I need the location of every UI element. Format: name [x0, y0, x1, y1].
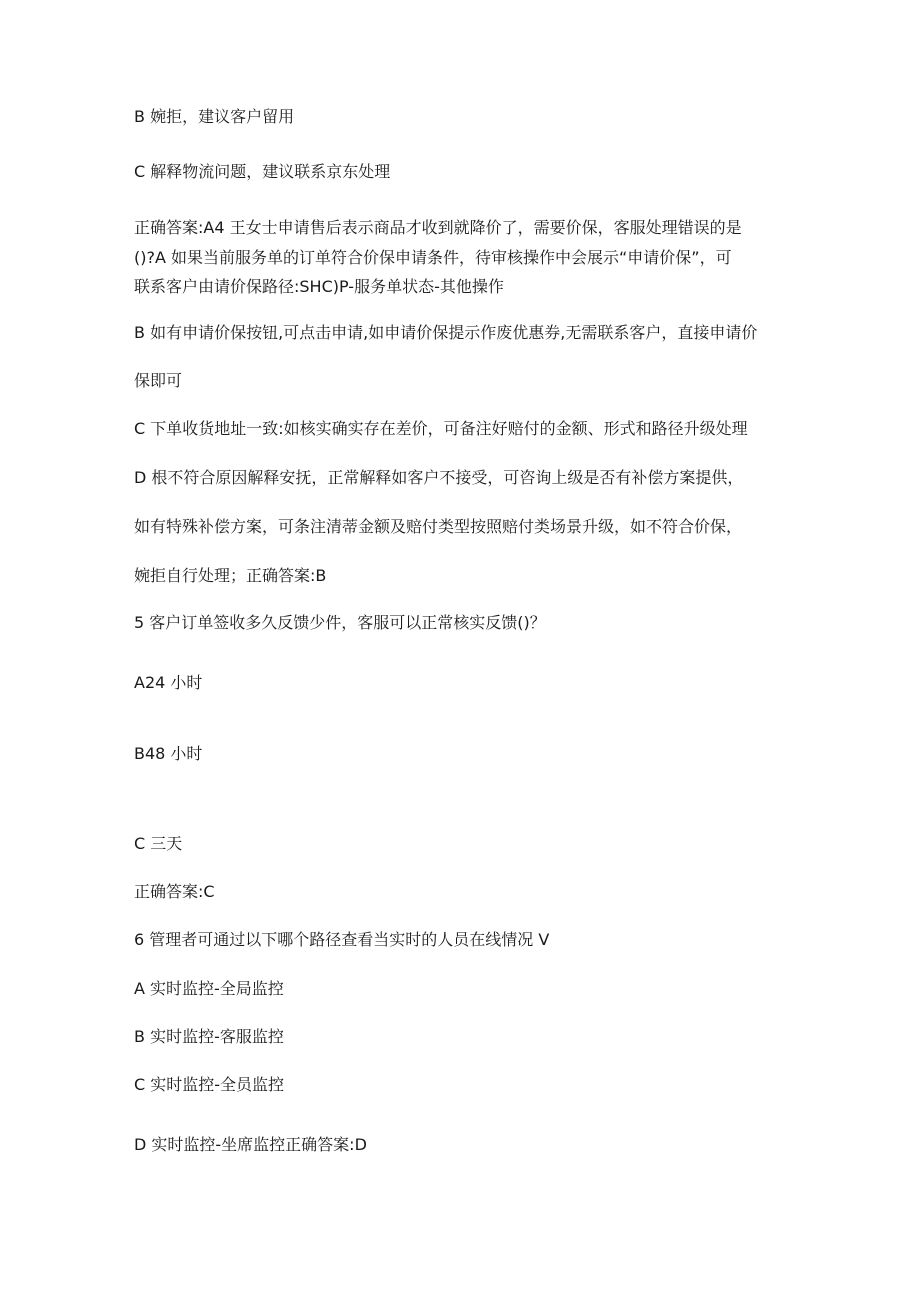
question-4-option-b-line-2: 保即可: [134, 371, 183, 390]
option-c-line: C 解释物流问题，建议联系京东处理: [134, 162, 391, 181]
question-5-answer: 正确答案:C: [134, 882, 215, 901]
question-5: 5 客户订单签收多久反馈少件，客服可以正常核实反馈()？: [134, 613, 546, 632]
question-5-option-a: A24 小时: [134, 673, 203, 692]
question-4-option-d-line-1: D 根不符合原因解释安抚，正常解释如客户不接受，可咨询上级是否有补偿方案提供，: [134, 468, 744, 487]
question-6-option-d-answer: D 实时监控-坐席监控正确答案:D: [134, 1135, 367, 1154]
question-4-option-b-line-1: B 如有申请价保按钮,可点击申请,如申请价保提示作废优惠券,无需联系客户，直接申请价: [134, 323, 758, 342]
question-5-option-c: C 三天: [134, 834, 183, 853]
question-6-option-a: A 实时监控-全局监控: [134, 979, 284, 998]
question-6: 6 管理者可通过以下哪个路径查看当实时的人员在线情况 V: [134, 930, 550, 949]
question-4-line-1: 正确答案:A4 王女士申请售后表示商品才收到就降价了，需要价保，客服处理错误的是: [134, 218, 742, 237]
question-4-option-d-line-3: 婉拒自行处理；正确答案:B: [134, 566, 327, 585]
question-4-option-d-line-2: 如有特殊补偿方案，可条注清蒂金额及赔付类型按照赔付类场景升级，如不符合价保，: [134, 517, 743, 536]
option-b-line: B 婉拒，建议客户留用: [134, 107, 295, 126]
question-5-option-b: B48 小时: [134, 744, 203, 763]
question-6-option-c: C 实时监控-全员监控: [134, 1075, 285, 1094]
question-6-option-b: B 实时监控-客服监控: [134, 1027, 284, 1046]
question-4-line-3: 联系客户由请价保路径:SHC)P-服务单状态-其他操作: [134, 277, 504, 296]
question-4-line-2: ()?A 如果当前服务单的订单符合价保申请条件，待审核操作中会展示“申请价保”，可: [134, 248, 732, 267]
question-4-option-c: C 下单收货地址一致:如核实确实存在差价，可备注好赔付的金额、形式和路径升级处理: [134, 419, 748, 438]
